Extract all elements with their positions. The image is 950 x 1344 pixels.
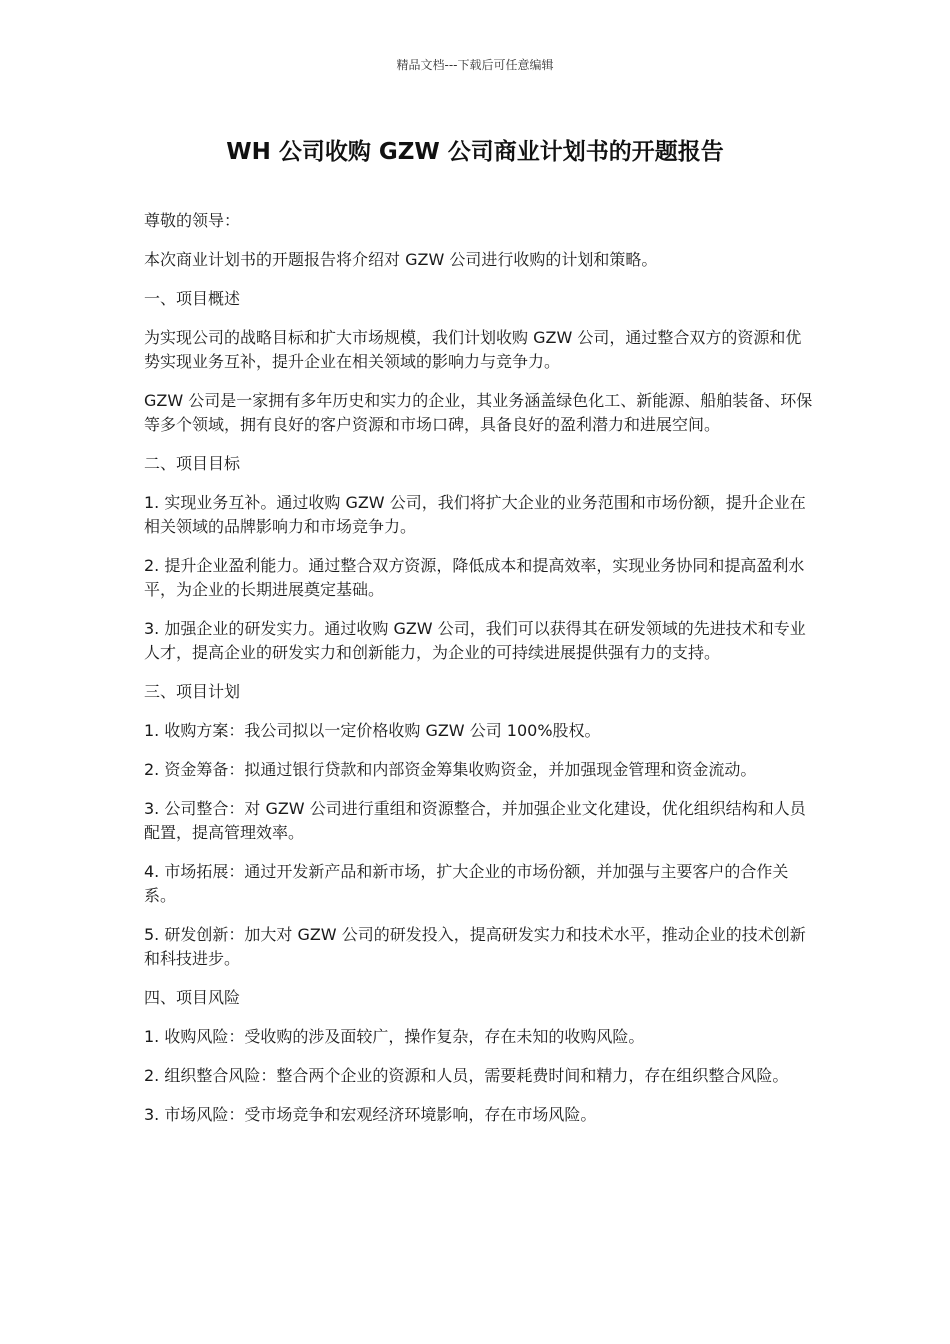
list-item: 2. 提升企业盈利能力。通过整合双方资源，降低成本和提高效率，实现业务协同和提高盈利水平，为企业的长期进展奠定基础。 bbox=[144, 556, 805, 599]
list-item: 2. 组织整合风险：整合两个企业的资源和人员，需要耗费时间和精力，存在组织整合风险。 bbox=[144, 1066, 789, 1085]
list-item: 1. 实现业务互补。通过收购 GZW 公司，我们将扩大企业的业务范围和市场份额，提升企业在相关领域的品牌影响力和市场竞争力。 bbox=[144, 493, 806, 536]
paragraph: GZW 公司是一家拥有多年历史和实力的企业，其业务涵盖绿色化工、新能源、船舶装备、环保等多个领域，拥有良好的客户资源和市场口碑，具备良好的盈利潜力和进展空间。 bbox=[144, 391, 813, 434]
section-heading: 三、项目计划 bbox=[144, 682, 241, 701]
section-heading: 一、项目概述 bbox=[144, 289, 241, 308]
document-body bbox=[144, 209, 814, 1142]
section-heading: 二、项目目标 bbox=[144, 454, 241, 473]
salutation: 尊敬的领导： bbox=[144, 211, 241, 230]
page-header: 精品文档---下载后可任意编辑 bbox=[396, 58, 554, 72]
list-item: 1. 收购方案：我公司拟以一定价格收购 GZW 公司 100%股权。 bbox=[144, 721, 601, 740]
list-item: 5. 研发创新：加大对 GZW 公司的研发投入，提高研发实力和技术水平，推动企业的技术创新和科技进步。 bbox=[144, 925, 806, 968]
list-item: 4. 市场拓展：通过开发新产品和新市场，扩大企业的市场份额，并加强与主要客户的合作关系。 bbox=[144, 862, 789, 905]
list-item: 1. 收购风险：受收购的涉及面较广，操作复杂，存在未知的收购风险。 bbox=[144, 1027, 645, 1046]
list-item: 3. 加强企业的研发实力。通过收购 GZW 公司，我们可以获得其在研发领域的先进技术和专业人才，提高企业的研发实力和创新能力，为企业的可持续进展提供强有力的支持。 bbox=[144, 619, 806, 662]
section-heading: 四、项目风险 bbox=[144, 988, 241, 1007]
document-title: WH 公司收购 GZW 公司商业计划书的开题报告 bbox=[226, 139, 724, 165]
paragraph: 为实现公司的战略目标和扩大市场规模，我们计划收购 GZW 公司，通过整合双方的资源和优势实现业务互补，提升企业在相关领域的影响力与竞争力。 bbox=[144, 328, 802, 371]
list-item: 3. 公司整合：对 GZW 公司进行重组和资源整合，并加强企业文化建设，优化组织结构和人员配置，提高管理效率。 bbox=[144, 799, 806, 842]
list-item: 3. 市场风险：受市场竞争和宏观经济环境影响，存在市场风险。 bbox=[144, 1105, 597, 1124]
list-item: 2. 资金筹备：拟通过银行贷款和内部资金筹集收购资金，并加强现金管理和资金流动。 bbox=[144, 760, 757, 779]
intro-paragraph: 本次商业计划书的开题报告将介绍对 GZW 公司进行收购的计划和策略。 bbox=[144, 250, 658, 269]
